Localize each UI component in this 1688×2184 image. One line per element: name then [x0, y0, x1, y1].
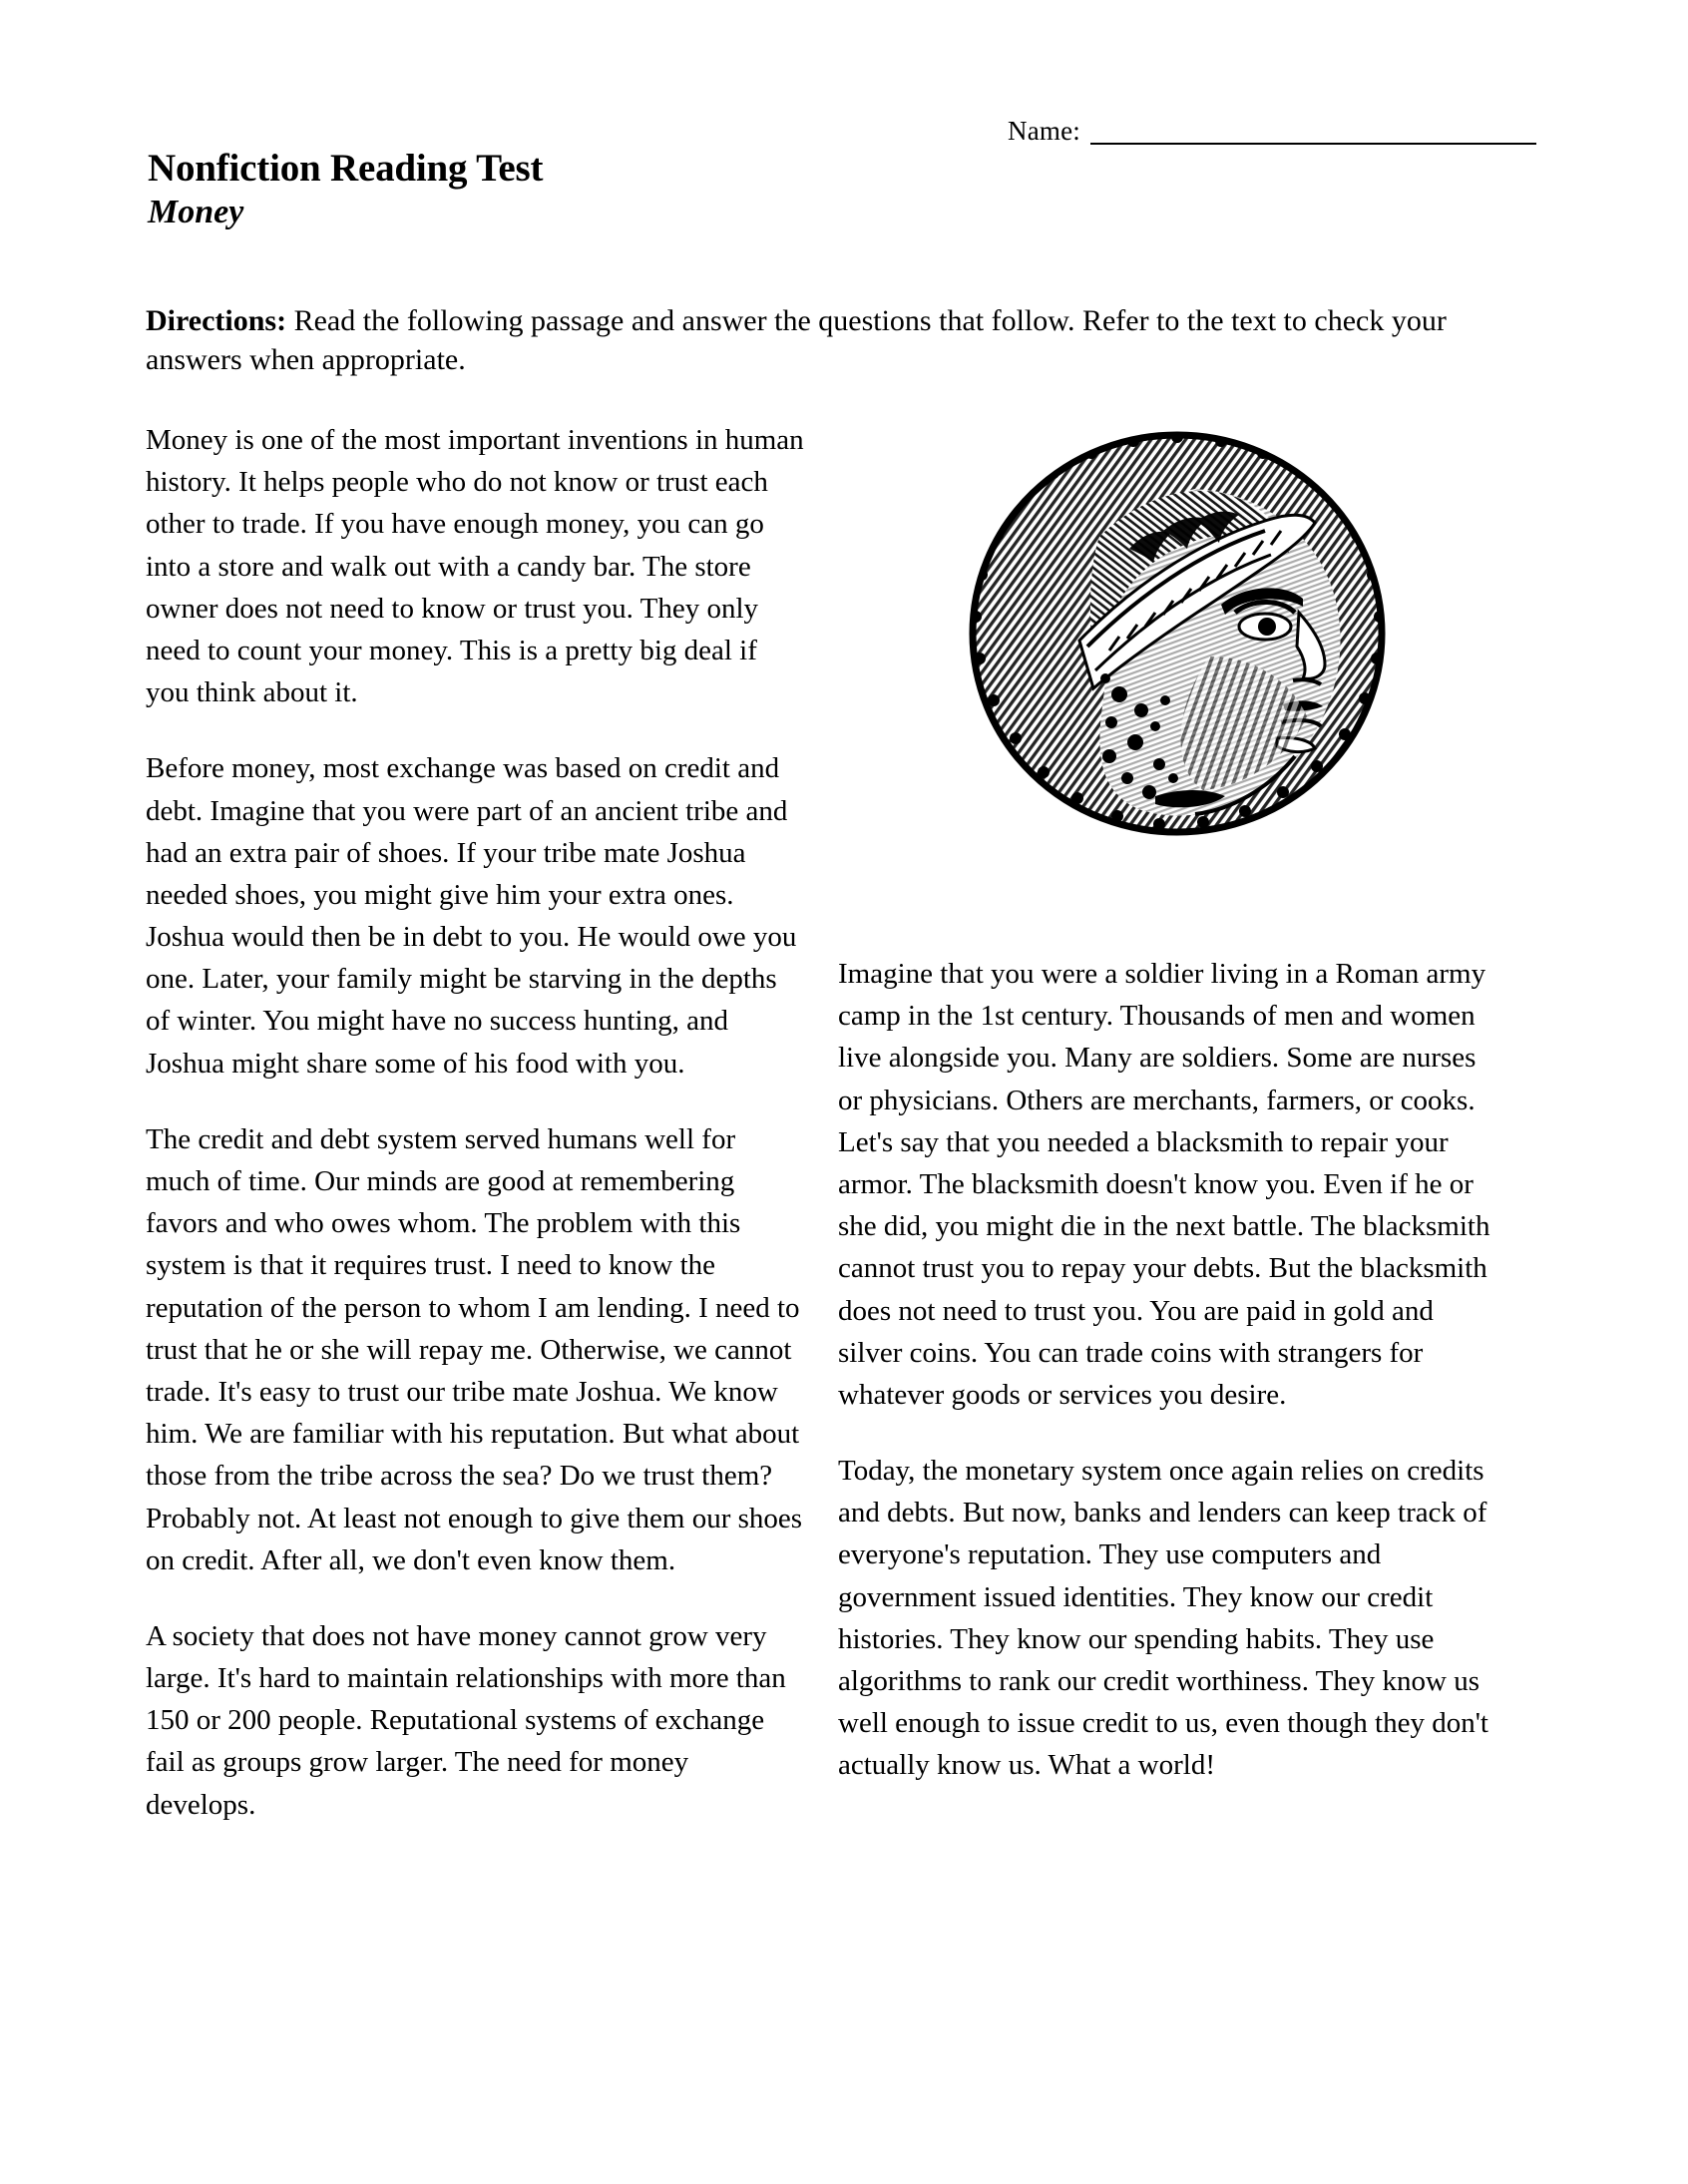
name-input-blank[interactable] [1090, 119, 1536, 145]
passage-column-right [838, 953, 1496, 1787]
passage-paragraph: Imagine that you were a soldier living in a Roman army camp in the 1st century. Thousands of men and women live alongside you. Many are soldiers. Some are nurses or physicians. Others are merchants, farmers, or cooks. Let's say that you needed a blacksmith to repair your armor. The blacksmith doesn't know you. Even if he or she did, you might die in the next battle. The blacksmith cannot trust you to repay your debts. But the blacksmith does not need to trust you. You are paid in gold and silver coins. You can trade coins with strangers for whatever goods or services you desire. [838, 958, 1490, 1411]
passage-paragraph: Before money, most exchange was based on credit and debt. Imagine that you were part of an ancient tribe and had an extra pair of shoes. If your tribe mate Joshua needed shoes, you might give him your extra ones. Joshua would then be in debt to you. He would owe you one. Later, your family might be starving in the depths of winter. You might have no success hunting, and Joshua might share some of his food with you. [146, 752, 797, 1080]
passage-paragraph: Money is one of the most important inventions in human history. It helps people who do not know or trust each other to trade. If you have enough money, you can go into a store and walk out with a candy bar. The store owner does not need to know or trust you. They only need to count your money. This is a pretty big deal if you think about it. [146, 424, 804, 709]
directions-text: Read the following passage and answer the questions that follow. Refer to the text to check your answers when appropriate. [146, 304, 1447, 376]
page-title: Nonfiction Reading Test [148, 147, 544, 190]
roman-coin-illustration [960, 427, 1395, 840]
directions-label: Directions: [146, 304, 287, 337]
passage-column-left [146, 419, 804, 1826]
name-field-row [1008, 118, 1536, 145]
passage-paragraph: Today, the monetary system once again relies on credits and debts. But now, banks and lenders can keep track of everyone's reputation. They use computers and government issued identities. They know our credit histories. They know our spending habits. They use algorithms to rank our credit worthiness. They know us well enough to issue credit to us, even though they don't actually know us. What a world! [838, 1455, 1488, 1782]
name-label: Name: [1008, 116, 1080, 146]
directions-paragraph [146, 301, 1487, 379]
passage-paragraph: The credit and debt system served humans well for much of time. Our minds are good at remembering favors and who owes whom. The problem with this system is that it requires trust. I need to know the reputation of the person to whom I am lending. I need to trust that he or she will repay me. Otherwise, we cannot trade. It's easy to trust our tribe mate Joshua. We know him. We are familiar with his reputation. But what about those from the tribe across the sea? Do we trust them? Probably not. At least not enough to give them our shoes on credit. After all, we don't even know them. [146, 1122, 803, 1576]
passage-paragraph: A society that does not have money cannot grow very large. It's hard to maintain relationships with more than 150 or 200 people. Reputational systems of exchange fail as groups grow larger. The need for money develops. [146, 1619, 786, 1821]
title-block [148, 148, 543, 231]
page-subtitle: Money [148, 194, 244, 231]
